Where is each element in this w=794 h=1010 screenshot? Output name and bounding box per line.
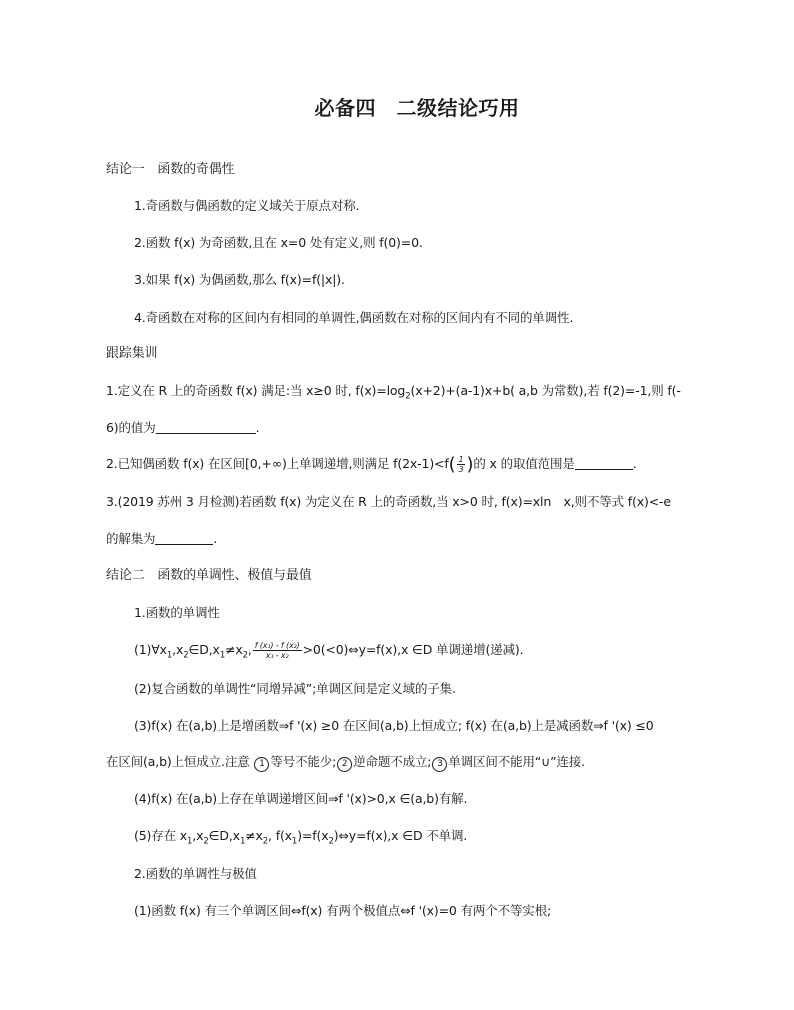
practice-q3-line2: 的解集为 . [106, 531, 218, 546]
section2-sub1: 1.函数的单调性 [134, 605, 220, 620]
section2-p5: (5)存在 $x_1,x_2\in D,x_1\ne x_2$, $f(x_1)=f(x_2)\Leftrightarrow y=f(x),x$ ∈D 不单调. [134, 828, 468, 847]
section2-p4: (4)f(x) 在(a,b)上存在单调递增区间⇒f '(x)>0,x ∈(a,b)有解. [134, 791, 468, 806]
section2-sub2: 2.函数的单调性与极值 [134, 866, 257, 881]
section2-heading: 结论二 函数的单调性、极值与最值 [106, 568, 312, 583]
circled-number-3: 3 [432, 757, 447, 772]
page-title: 必备四 二级结论巧用 [314, 96, 520, 120]
section2-p2: (2)复合函数的单调性“同增异减”;单调区间是定义域的子集. [134, 681, 456, 696]
circled-number-2: 2 [337, 757, 352, 772]
section1-item-2: 2.函数 f(x) 为奇函数,且在 x=0 处有定义,则 f(0)=0. [134, 235, 423, 250]
difference-quotient-fraction: $\frac{\text{f (x₁) - f (x₂)}}{\text{x₁ - x₂}}$ [254, 641, 300, 660]
practice-q2: 2.已知偶函数 f(x) 在区间[0,+∞)上单调递增,则满足 f(2x-1)<f( $\frac{1}{3}$ )的 x 的取值范围是 . [106, 453, 637, 475]
fraction: $\frac{1}{3}$ [458, 455, 464, 474]
answer-blank[interactable] [575, 457, 633, 470]
practice-q1-line2: 6)的值为 . [106, 420, 260, 435]
practice-q3-line1: 3.(2019 苏州 3 月检测)若函数 f(x) 为定义在 R 上的奇函数,当 x>0 时, f(x)=xln x,则不等式 f(x)<-e [106, 494, 671, 509]
section1-item-3: 3.如果 f(x) 为偶函数,那么 f(x)=f(|x|). [134, 272, 345, 287]
practice-heading: 跟踪集训 [106, 346, 158, 361]
section1-item-4: 4.奇函数在对称的区间内有相同的单调性,偶函数在对称的区间内有不同的单调性. [134, 310, 574, 325]
section1-heading: 结论一 函数的奇偶性 [106, 162, 235, 177]
practice-q1-line1: 1.定义在 R 上的奇函数 f(x) 满足:当 x≥0 时, $f(x)=\log_2(x+2)+(a-1)x+b$( a,b 为常数),若 f(2)=-1,则 f(- [106, 383, 681, 402]
section2-q1: (1)函数 f(x) 有三个单调区间⇔f(x) 有两个极值点⇔f '(x)=0 有两个不等实根; [134, 903, 552, 918]
section2-p3-line2: 在区间(a,b)上恒成立.注意 1 等号不能少; 2 逆命题不成立; 3 单调区间不能用“∪”连接. [106, 754, 585, 772]
answer-blank[interactable] [156, 421, 256, 434]
answer-blank[interactable] [155, 532, 213, 545]
section1-item-1: 1.奇函数与偶函数的定义域关于原点对称. [134, 198, 360, 213]
section2-p3-line1: (3)f(x) 在(a,b)上是增函数⇒f '(x) ≥0 在区间(a,b)上恒成立; f(x) 在(a,b)上是减函数⇒f '(x) ≤0 [134, 718, 654, 733]
section2-p1: $(1)\forall x_1,x_2\in D,x_1\ne x_2$, $\frac{\text{f (x₁) - f (x₂)}}{\text{x₁ - x₂}}$ >0(<0)⇔y=f(x),x ∈D 单调递增(递减). [134, 641, 524, 661]
circled-number-1: 1 [254, 757, 269, 772]
